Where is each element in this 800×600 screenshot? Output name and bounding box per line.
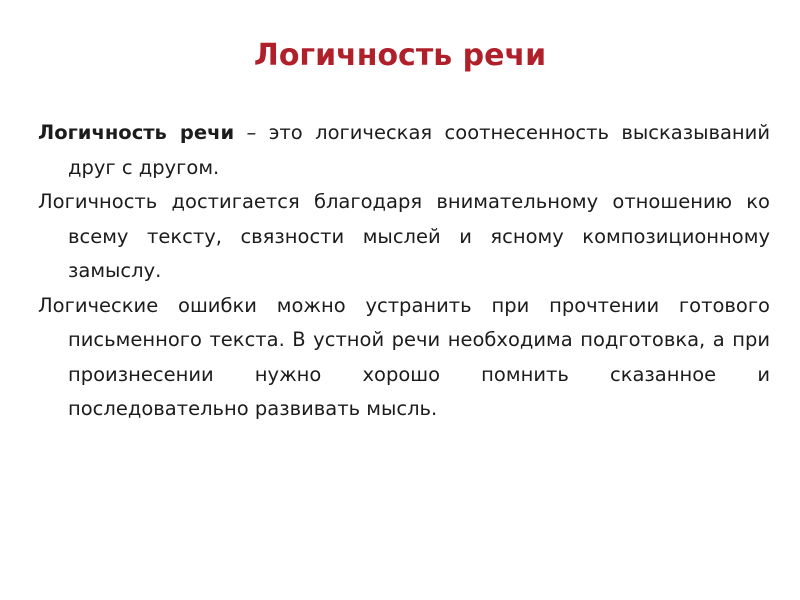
paragraph-definition (38, 116, 770, 185)
paragraph-errors: Логические ошибки можно устранить при прочтении готового письменного текста. В устной речи необходима подготовка, а при произнесении нужно хорошо помнить сказанное и последовательно развивать мысль. (38, 293, 770, 420)
definition-text: – это логическая соотнесенность высказываний друг с другом. (68, 121, 770, 179)
slide-body (38, 116, 770, 427)
slide-title: Логичность речи (253, 38, 547, 73)
paragraph-achievement: Логичность достигается благодаря внимательному отношению ко всему тексту, связности мыслей и ясному композиционному замыслу. (38, 190, 770, 282)
definition-term: Логичность речи (38, 121, 235, 144)
